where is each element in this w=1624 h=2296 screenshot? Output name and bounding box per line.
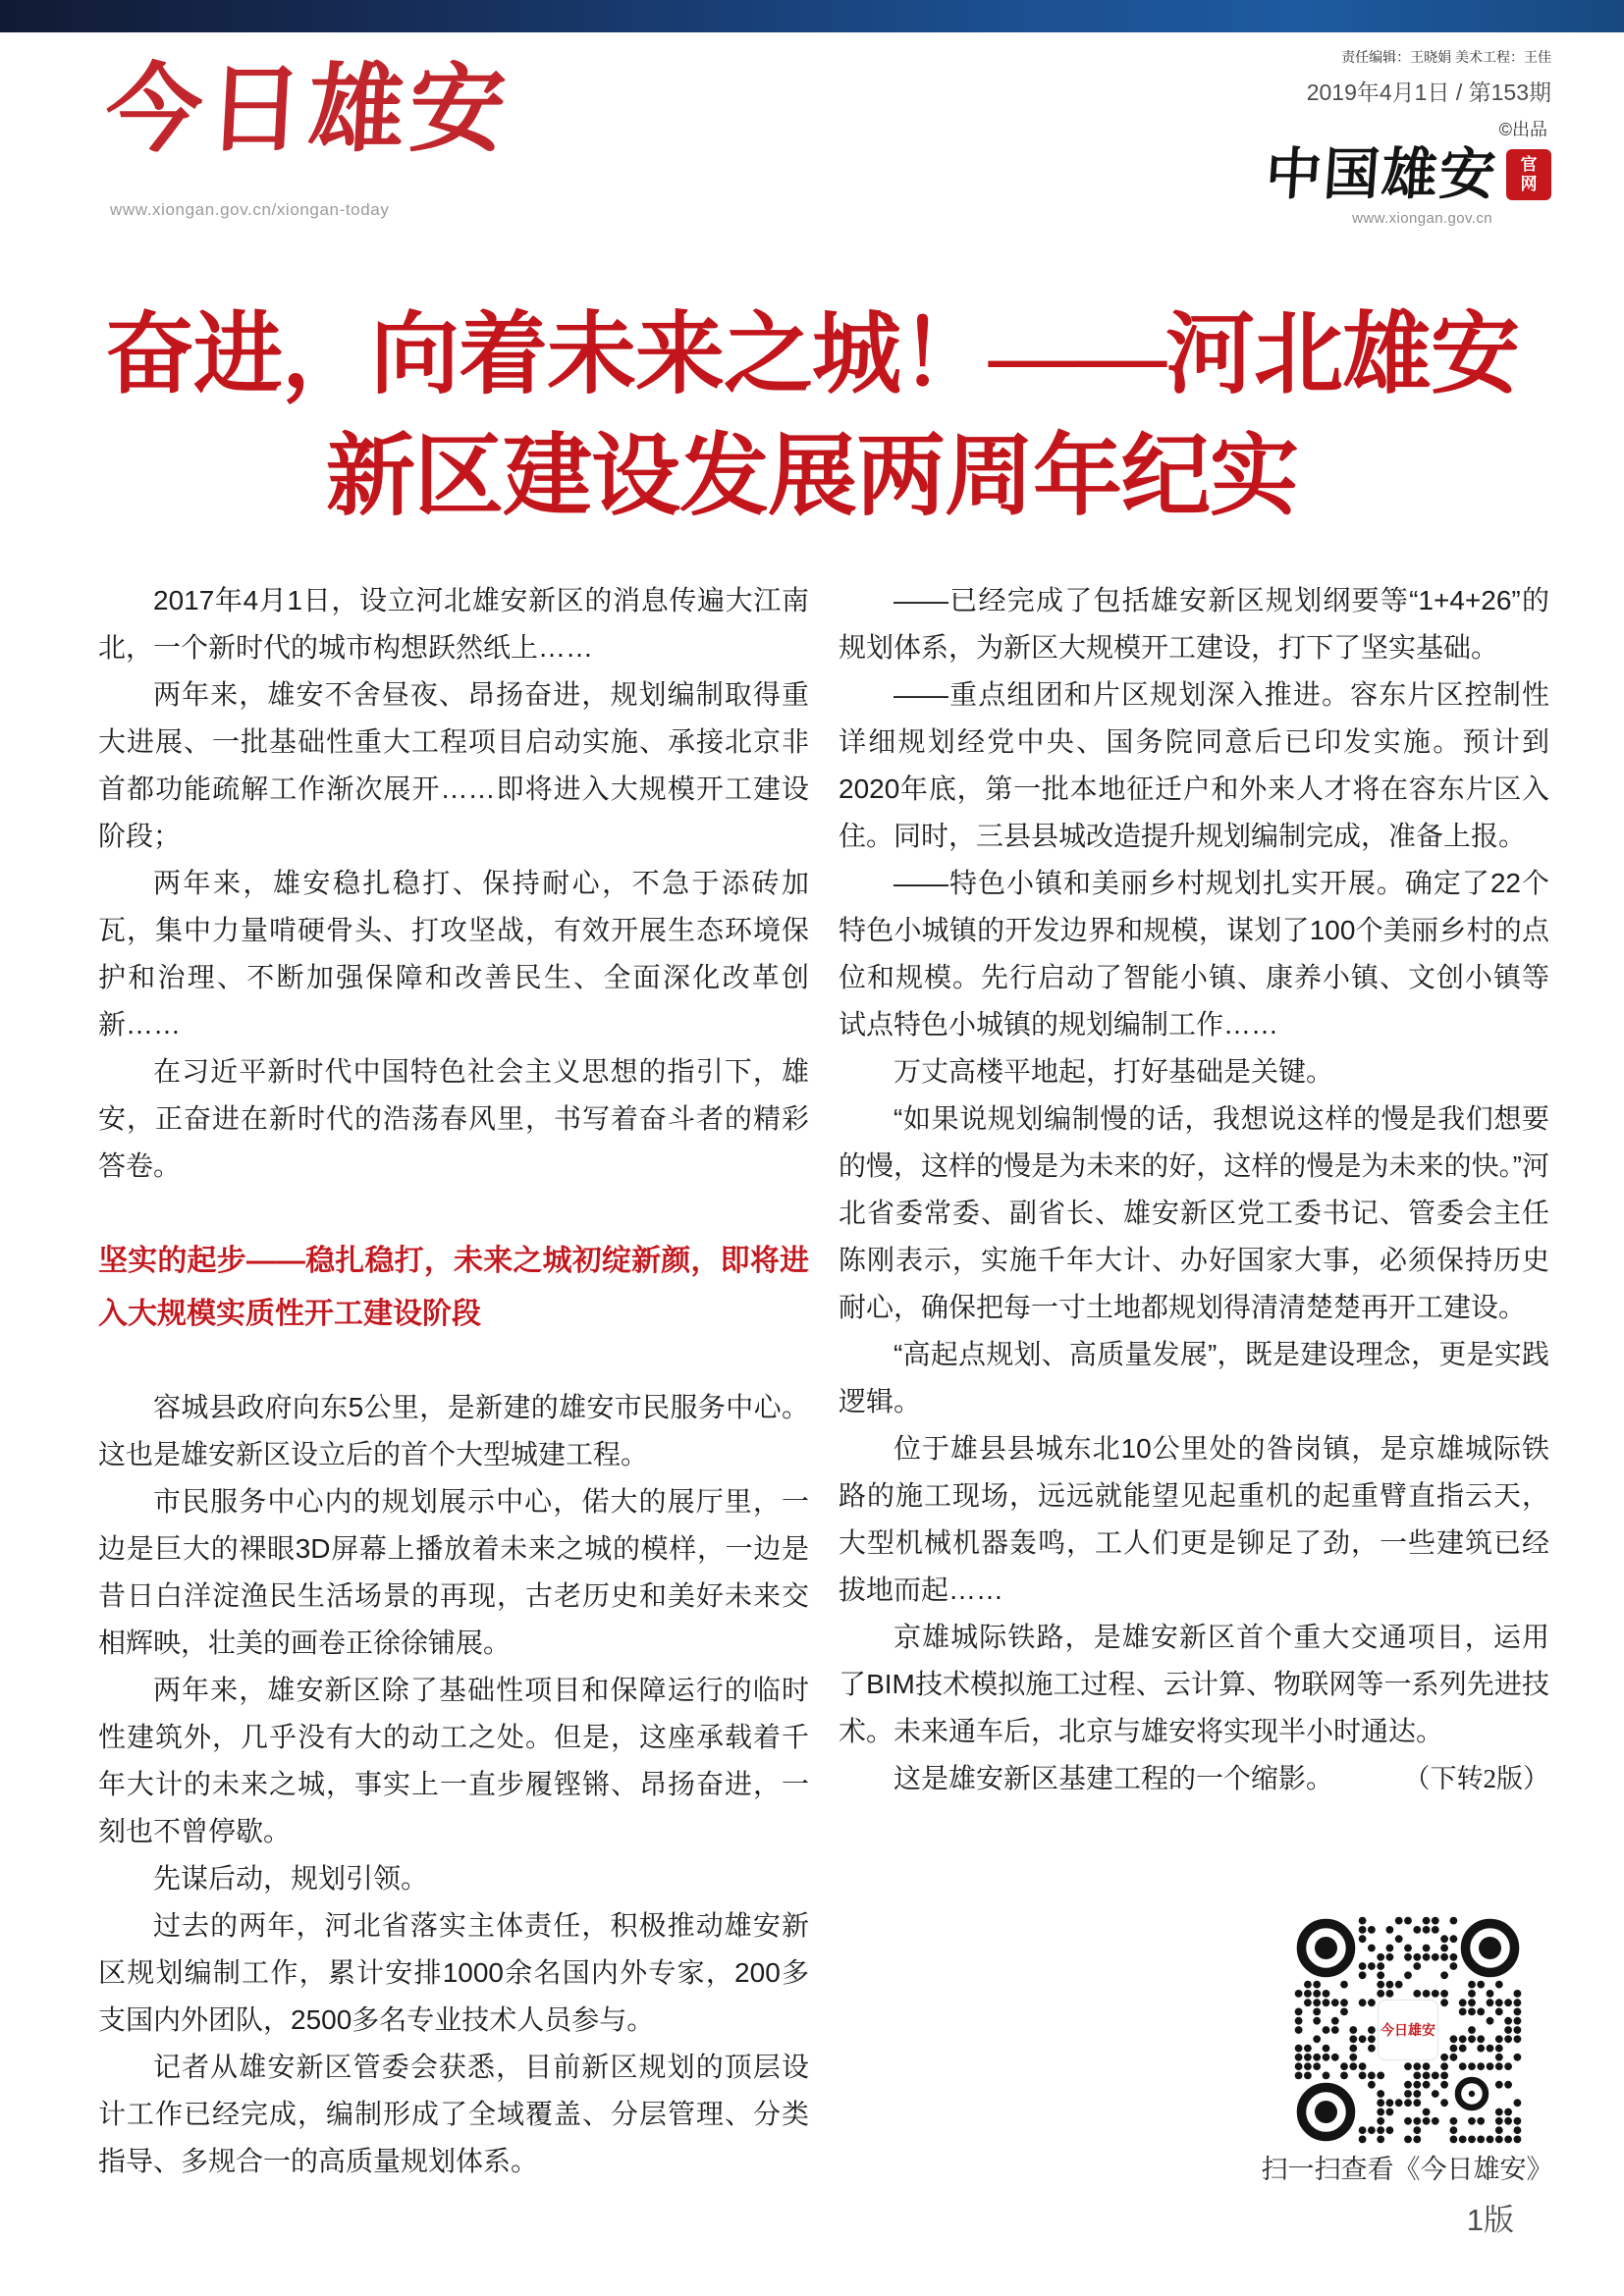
qr-center-label: 今日雄安 (1380, 2023, 1435, 2039)
masthead-logo-url: www.xiongan.gov.cn/xiongan-today (110, 200, 390, 219)
headline-line-2: 新区建设发展两周年纪实 (325, 427, 1298, 526)
page-number-label: 1版 (1466, 2203, 1514, 2237)
brand-logo-text: 中国雄安 (1263, 141, 1500, 207)
body-paragraph: 两年来，雄安新区除了基础性项目和保障运行的临时性建筑外，几乎没有大的动工之处。但是，这座承载着千年大计的未来之城，事实上一直步履铿锵、昂扬奋进，一刻也不曾停歇。 (98, 1675, 809, 1846)
body-paragraph: ——特色小镇和美丽乡村规划扎实开展。确定了22个特色小城镇的开发边界和规模，谋划了100个美丽乡村的点位和规模。先行启动了智能小镇、康养小镇、文创小镇等试点特色小城镇的规划编制工作…… (839, 868, 1549, 1040)
body-paragraph: “高起点规划、高质量发展”，既是建设理念，更是实践逻辑。 (839, 1339, 1549, 1416)
brand-row (1263, 141, 1551, 207)
body-paragraph: 在习近平新时代中国特色社会主义思想的指引下，雄安，正奋进在新时代的浩荡春风里，书写着奋斗者的精彩答卷。 (98, 1056, 809, 1181)
article-headline (0, 294, 1624, 538)
seal-char-top: 官 (1520, 155, 1538, 175)
body-paragraph: 京雄城际铁路，是雄安新区首个重大交通项目，运用了BIM技术模拟施工过程、云计算、物联网等一系列先进技术。未来通车后，北京与雄安将实现半小时通达。 (839, 1622, 1549, 1746)
headline-line-1: 奋进，向着未来之城！——河北雄安 (104, 305, 1519, 404)
brand-block (1263, 116, 1551, 227)
produced-by-label: ©出品 (1498, 120, 1547, 139)
top-gradient-bar (0, 0, 1624, 32)
qr-code (1294, 1916, 1522, 2144)
body-paragraph: 万丈高楼平地起，打好基础是关键。 (893, 1056, 1334, 1087)
qr-caption: 扫一扫查看《今日雄安》 (1261, 2155, 1553, 2184)
body-paragraph: “如果说规划编制慢的话，我想说这样的慢是我们想要的慢，这样的慢是为未来的好，这样的慢是为未来的快。”河北省委常委、副省长、雄安新区党工委书记、管委会主任陈刚表示，实施千年大计、办好国家大事，必须保持历史耐心，确保把每一寸土地都规划得清清楚楚再开工建设。 (839, 1103, 1549, 1322)
seal-char-bottom: 网 (1520, 175, 1538, 194)
section-subhead: 坚实的起步——稳扎稳打，未来之城初绽新颜，即将进入大规模实质性开工建设阶段 (98, 1245, 809, 1330)
body-paragraph: 两年来，雄安稳扎稳打、保持耐心，不急于添砖加瓦，集中力量啃硬骨头、打攻坚战，有效开展生态环境保护和治理、不断加强保障和改善民生、全面深化改革创新…… (98, 868, 809, 1040)
left-column (98, 577, 809, 2185)
body-paragraph: 先谋后动，规划引领。 (153, 1863, 429, 1894)
body-paragraph: 两年来，雄安不舍昼夜、昂扬奋进，规划编制取得重大进展、一批基础性重大工程项目启动实施、承接北京非首都功能疏解工作渐次展开……即将进入大规模开工建设阶段； (98, 679, 809, 851)
body-paragraph: 位于雄县县城东北10公里处的昝岗镇，是京雄城际铁路的施工现场，远远就能望见起重机的起重臂直指云天，大型机械机器轰鸣，工人们更是铆足了劲，一些建筑已经拔地而起…… (839, 1433, 1549, 1605)
continued-note: （下转2版） (1403, 1764, 1549, 1793)
brand-site-url: www.xiongan.gov.cn (1352, 210, 1492, 227)
body-paragraph: 市民服务中心内的规划展示中心，偌大的展厅里，一边是巨大的裸眼3D屏幕上播放着未来之城的模样，一边是昔日白洋淀渔民生活场景的再现，古老历史和美好未来交相辉映，壮美的画卷正徐徐铺展。 (98, 1486, 809, 1658)
issue-date-line: 2019年4月1日 / 第153期 (1306, 80, 1551, 105)
body-paragraph: ——已经完成了包括雄安新区规划纲要等“1+4+26”的规划体系，为新区大规模开工建设，打下了坚实基础。 (839, 585, 1549, 663)
body-paragraph: ——重点组团和片区规划深入推进。容东片区控制性详细规划经党中央、国务院同意后已印发实施。预计到2020年底，第一批本地征迁户和外来人才将在容东片区入住。同时，三县县城改造提升规划编制完成，准备上报。 (839, 679, 1549, 851)
body-paragraph: 过去的两年，河北省落实主体责任，积极推动雄安新区规划编制工作，累计安排1000余名国内外专家，200多支国内外团队，2500多名专业技术人员参与。 (98, 1910, 809, 2035)
official-site-seal (1506, 149, 1551, 200)
masthead-meta (1307, 47, 1551, 107)
body-paragraph: 记者从雄安新区管委会获悉，目前新区规划的顶层设计工作已经完成，编制形成了全域覆盖、分层管理、分类指导、多规合一的高质量规划体系。 (98, 2052, 809, 2176)
body-paragraph: 这是雄安新区基建工程的一个缩影。 （下转2版） (839, 1755, 1549, 1802)
credits-line: 责任编辑：王晓娟 美术工程：王佳 (1341, 49, 1551, 65)
masthead-logo: 今日雄安 (103, 53, 514, 166)
body-paragraph: 2017年4月1日，设立河北雄安新区的消息传遍大江南北，一个新时代的城市构想跃然纸上…… (98, 585, 809, 663)
body-paragraph: 容城县政府向东5公里，是新建的雄安市民服务中心。这也是雄安新区设立后的首个大型城建工程。 (98, 1392, 809, 1469)
